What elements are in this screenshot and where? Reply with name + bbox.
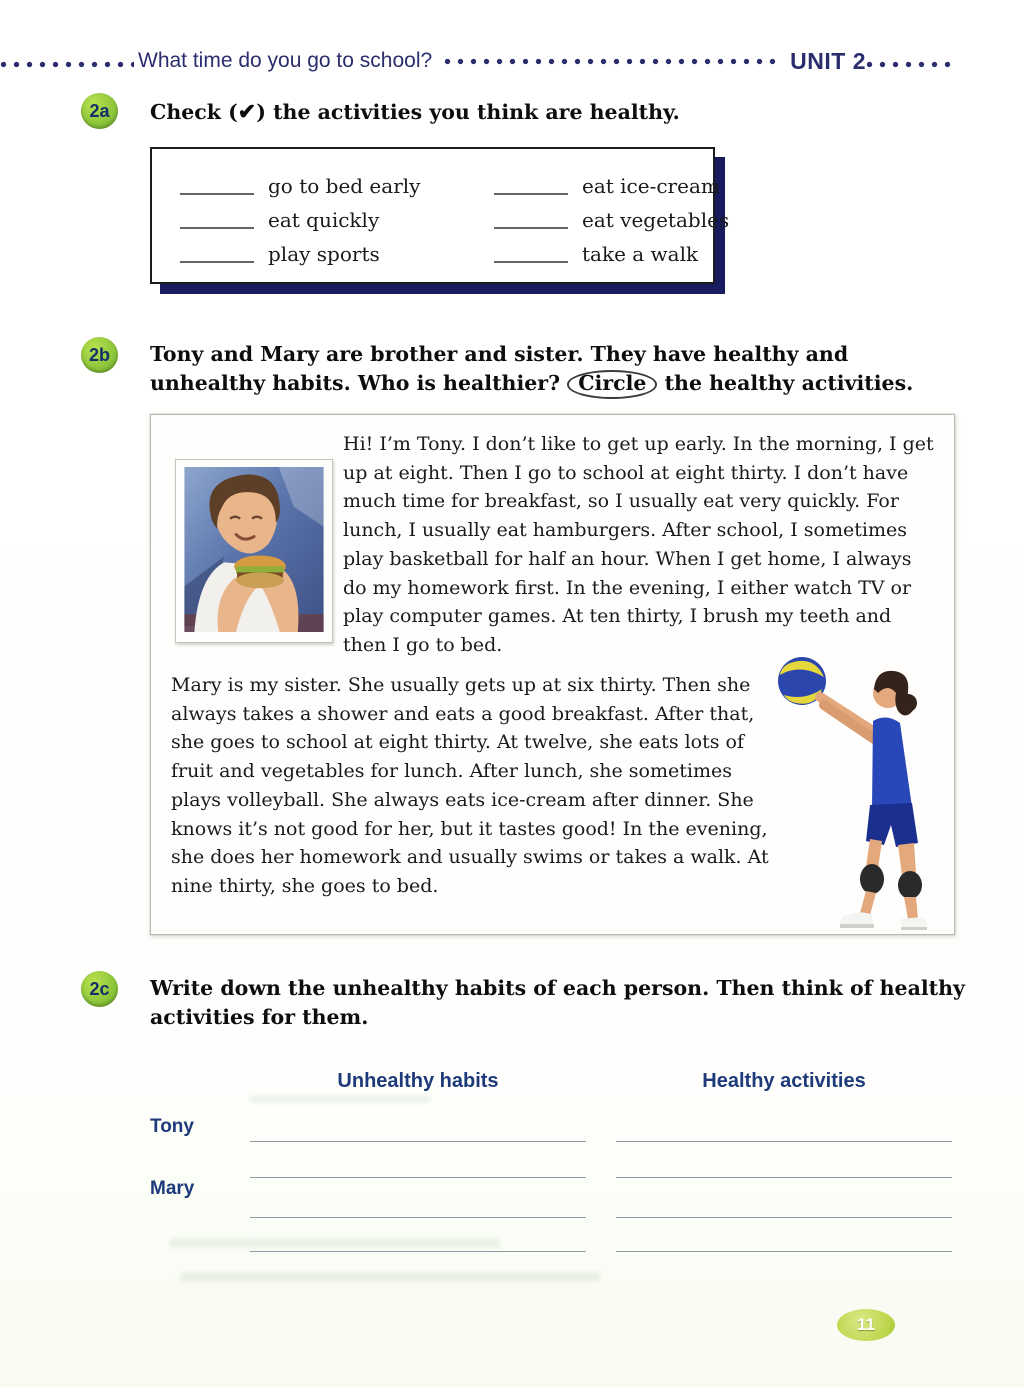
girl-bumping-volleyball-illustration xyxy=(770,641,950,931)
mary-unhealthy-line-1[interactable] xyxy=(250,1178,586,1218)
dotted-rule-left xyxy=(0,61,134,68)
activity-label: eat vegetables xyxy=(582,208,730,232)
table-gap xyxy=(586,1116,616,1142)
check-mark-icon: ✔ xyxy=(237,99,257,125)
activity-label: play sports xyxy=(268,242,380,266)
unit-number-label: UNIT 2 xyxy=(790,47,866,74)
check-blank-play-sports[interactable] xyxy=(180,239,254,263)
table-gap xyxy=(586,1218,616,1252)
check-blank-eat-ice-cream[interactable] xyxy=(494,171,568,195)
circled-word: Circle xyxy=(567,370,657,399)
checklist-box xyxy=(150,147,730,284)
print-bleed-artifact xyxy=(170,1238,500,1248)
dotted-rule-middle xyxy=(444,58,782,65)
check-blank-eat-vegetables[interactable] xyxy=(494,205,568,229)
check-blank-take-a-walk[interactable] xyxy=(494,239,568,263)
tony-healthy-line-2[interactable] xyxy=(616,1142,952,1178)
page-number-badge: 11 xyxy=(837,1309,895,1341)
print-bleed-artifact xyxy=(250,1095,430,1103)
row-label-tony: Tony xyxy=(150,1116,194,1137)
row-label-mary: Mary xyxy=(150,1178,195,1199)
mary-paragraph: Mary is my sister. She usually gets up at six thirty. Then she always takes a shower and eats a good breakfast. After that, she goes to school at eight thirty. At twelve, she eats lots of fruit and vegetables for lunch. After lunch, she sometimes plays volleyball. She always eats ice-cream after dinner. She knows it’s not good for her, but it tastes good! In the evening, she does her homework and usually swims or takes a walk. At nine thirty, she goes to bed. xyxy=(171,674,769,897)
unit-question-title: What time do you go to school? xyxy=(138,49,433,72)
activity-label: take a walk xyxy=(582,242,699,266)
instruction-2a-post: ) the activities you think are healthy. xyxy=(256,100,680,124)
check-blank-go-to-bed-early[interactable] xyxy=(180,171,254,195)
mary-healthy-line-1[interactable] xyxy=(616,1178,952,1218)
table-spacer xyxy=(150,1070,250,1116)
instruction-2c: Write down the unhealthy habits of each person. Then think of healthy activities for them. xyxy=(150,976,965,1029)
mary-healthy-line-2[interactable] xyxy=(616,1218,952,1252)
tony-unhealthy-line-2[interactable] xyxy=(250,1142,586,1178)
instruction-2b-part1: Tony and Mary are brother and sister. They have healthy and unhealthy habits. Who is healthier? xyxy=(150,342,849,395)
col-header-healthy: Healthy activities xyxy=(702,1070,866,1092)
table-spacer xyxy=(150,1142,250,1178)
activity-label: go to bed early xyxy=(268,174,421,198)
page-header xyxy=(0,47,954,75)
table-gap xyxy=(586,1142,616,1178)
instruction-2b xyxy=(150,340,966,399)
table-spacer xyxy=(586,1070,616,1116)
section-badge-2c: 2c xyxy=(81,971,118,1007)
reading-passage-card xyxy=(150,414,955,935)
print-bleed-artifact xyxy=(180,1272,600,1282)
activity-label: eat ice-cream xyxy=(582,174,720,198)
boy-eating-hamburger-illustration xyxy=(183,467,325,632)
table-gap xyxy=(586,1178,616,1218)
instruction-2a xyxy=(150,98,870,127)
section-badge-2a: 2a xyxy=(81,93,118,129)
dotted-rule-right xyxy=(866,61,954,68)
tony-photo xyxy=(175,459,333,643)
tony-unhealthy-line-1[interactable] xyxy=(250,1116,586,1142)
activity-label: eat quickly xyxy=(268,208,380,232)
instruction-2b-part2: the healthy activities. xyxy=(657,371,914,395)
tony-healthy-line-1[interactable] xyxy=(616,1116,952,1142)
volleyball-photo xyxy=(770,641,950,931)
hamburger-icon xyxy=(234,555,286,588)
instruction-2a-pre: Check ( xyxy=(150,100,238,124)
section-badge-2b: 2b xyxy=(81,337,118,373)
tony-paragraph: Hi! I’m Tony. I don’t like to get up early. In the morning, I get up at eight. Then I go to school at eight thirty. I don’t have much time for breakfast, so I usually eat very quickly. For lunch, I usually eat hamburgers. After school, I sometimes play basketball for half an hour. When I get home, I always do my homework first. In the evening, I either watch TV or play computer games. At ten thirty, I brush my teeth and then I go to bed. xyxy=(343,433,934,656)
check-blank-eat-quickly[interactable] xyxy=(180,205,254,229)
col-header-unhealthy: Unhealthy habits xyxy=(337,1070,499,1092)
